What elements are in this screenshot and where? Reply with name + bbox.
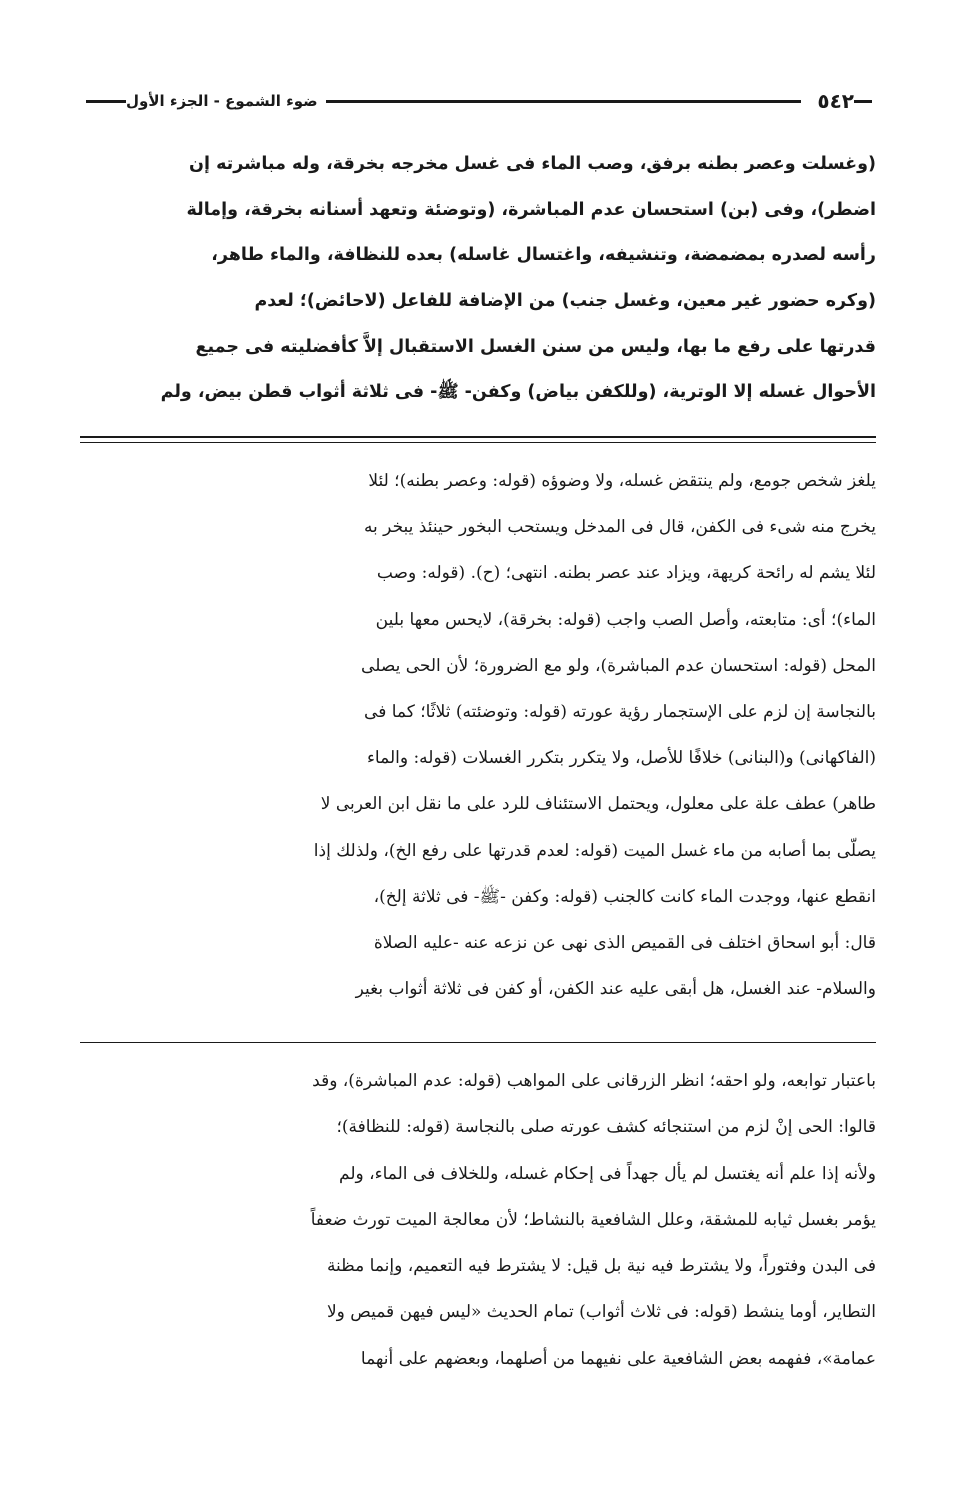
commentary-line: يصلّى بما أصابه من ماء غسل الميت (قوله: لعدم قدرتها على رفع الخ)، ولذلك إذا <box>313 840 876 861</box>
section-divider <box>80 1042 876 1043</box>
main-text-line: (وكره حضور غير معين، وغسل جنب) من الإضافة للفاعل (لاحائض)؛ لعدم <box>254 291 876 312</box>
page-number: ٥٤٢ <box>817 89 854 113</box>
main-text-line: اضطر)، وفى (بن) استحسان عدم المباشرة، (وتوضئة وتعهد أسنانه بخرقة، وإمالة <box>186 199 876 220</box>
main-text-line: الأحوال غسله إلا الوترية، (وللكفن بياض) وكفن- ﷺ- فى ثلاثة أثواب قطن بيض، ولم <box>160 382 876 403</box>
page-header <box>80 84 880 118</box>
commentary-line: ولأنه إذا علم أنه يغتسل لم يأل جهداً فى إحكام غسله، وللخلاف فى الماء، ولم <box>339 1163 876 1184</box>
main-text <box>80 142 876 416</box>
main-text-line: قدرتها على رفع ما بها، وليس من سنن الغسل الاستقبال إلاَّ كأفضليته فى جميع <box>195 336 876 357</box>
commentary-line: يخرج منه شىء فى الكفن، قال فى المدخل ويستحب البخور حينئذ يبخر به <box>363 517 876 538</box>
commentary-line: قالوا: الحى إنْ لزم من استنجائه كشف عورته صلى بالنجاسة (قوله: للنظافة)؛ <box>336 1117 876 1138</box>
commentary-line: عمامة»، ففهمه بعض الشافعية على نفيهما من أصلهما، وبعضهم على أنهما <box>360 1348 876 1369</box>
commentary-line: والسلام- عند الغسل، هل أبقى عليه عند الكفن، أو كفن فى ثلاثة أثواب بغير <box>355 979 876 1000</box>
commentary-line: بالنجاسة إن لزم على الإستجمار رؤية عورته (قوله: وتوضئته) ثلاثًا؛ كما فى <box>364 701 876 722</box>
running-title: ضوء الشموع - الجزء الأول <box>126 92 318 110</box>
commentary-line: لئلا يشم له رائحة كريهة، ويزاد عند عصر بطنه. انتهى؛ (ح). (قوله: وصب <box>376 563 876 584</box>
commentary-line: يلغز شخص جومع، ولم ينتقض غسله، ولا وضوؤه (قوله: وعصر بطنه)؛ لئلا <box>368 471 876 491</box>
commentary-line: انقطع عنها، ووجدت الماء كانت كالجنب (قوله: وكفن -ﷺ- فى ثلاثة إلخ)، <box>373 886 876 907</box>
commentary-line: يؤمر بغسل ثيابه للمشقة، وعلل الشافعية بالنشاط؛ لأن معالجة الميت تورث ضعفاً <box>310 1209 876 1230</box>
commentary-line: قال: أبو اسحاق اختلف فى القميص الذى نهى عن نزعه عنه -عليه الصلاة <box>373 932 876 953</box>
section-divider <box>80 436 876 438</box>
main-text-line: رأسه لصدره بمضمضة، وتنشيفه، واغتسال غاسله) بعده للنظافة، والماء طاهر، <box>211 245 876 266</box>
commentary-line: الماء)؛ أى: متابعته، وأصل الصب واجب (قوله: بخرقة)، لايحس معها بلين <box>375 609 876 630</box>
header-dash <box>86 100 126 103</box>
header-rule <box>326 100 802 103</box>
section-divider <box>80 442 876 443</box>
commentary-line: التطاير، أوما ينشط (قوله: فى ثلاث أثواب) تمام الحديث «ليس فيهن قميص ولا <box>326 1302 876 1323</box>
commentary-line: فى البدن وفتوراً، ولا يشترط فيه نية بل قيل: لا يشترط فيه التعميم، وإنما مظنة <box>326 1256 876 1277</box>
commentary-line: طاهر) عطف علة على معلول، ويحتمل الاستئناف للرد على ما نقل ابن العربى لا <box>320 794 876 815</box>
commentary-line: باعتبار توابعه، ولو احقه؛ انظر الزرقانى على المواهب (قوله: عدم المباشرة)، وقد <box>312 1071 876 1091</box>
commentary-line: المحل (قوله: استحسان عدم المباشرة)، ولو مع الضرورة؛ لأن الحى يصلى <box>361 655 876 676</box>
commentary-second <box>80 1058 876 1382</box>
commentary-first <box>80 458 876 1012</box>
commentary-line: (الفاكهانى) و(البنانى) خلافًا للأصل، ولا يتكرر بتكرر الغسلات (قوله: والماء <box>366 748 876 769</box>
main-text-line: (وغسلت وعصر بطنه برفق، وصب الماء فى غسل مخرجه بخرقة، وله مباشرته إن <box>189 154 876 174</box>
header-dash <box>854 100 872 103</box>
